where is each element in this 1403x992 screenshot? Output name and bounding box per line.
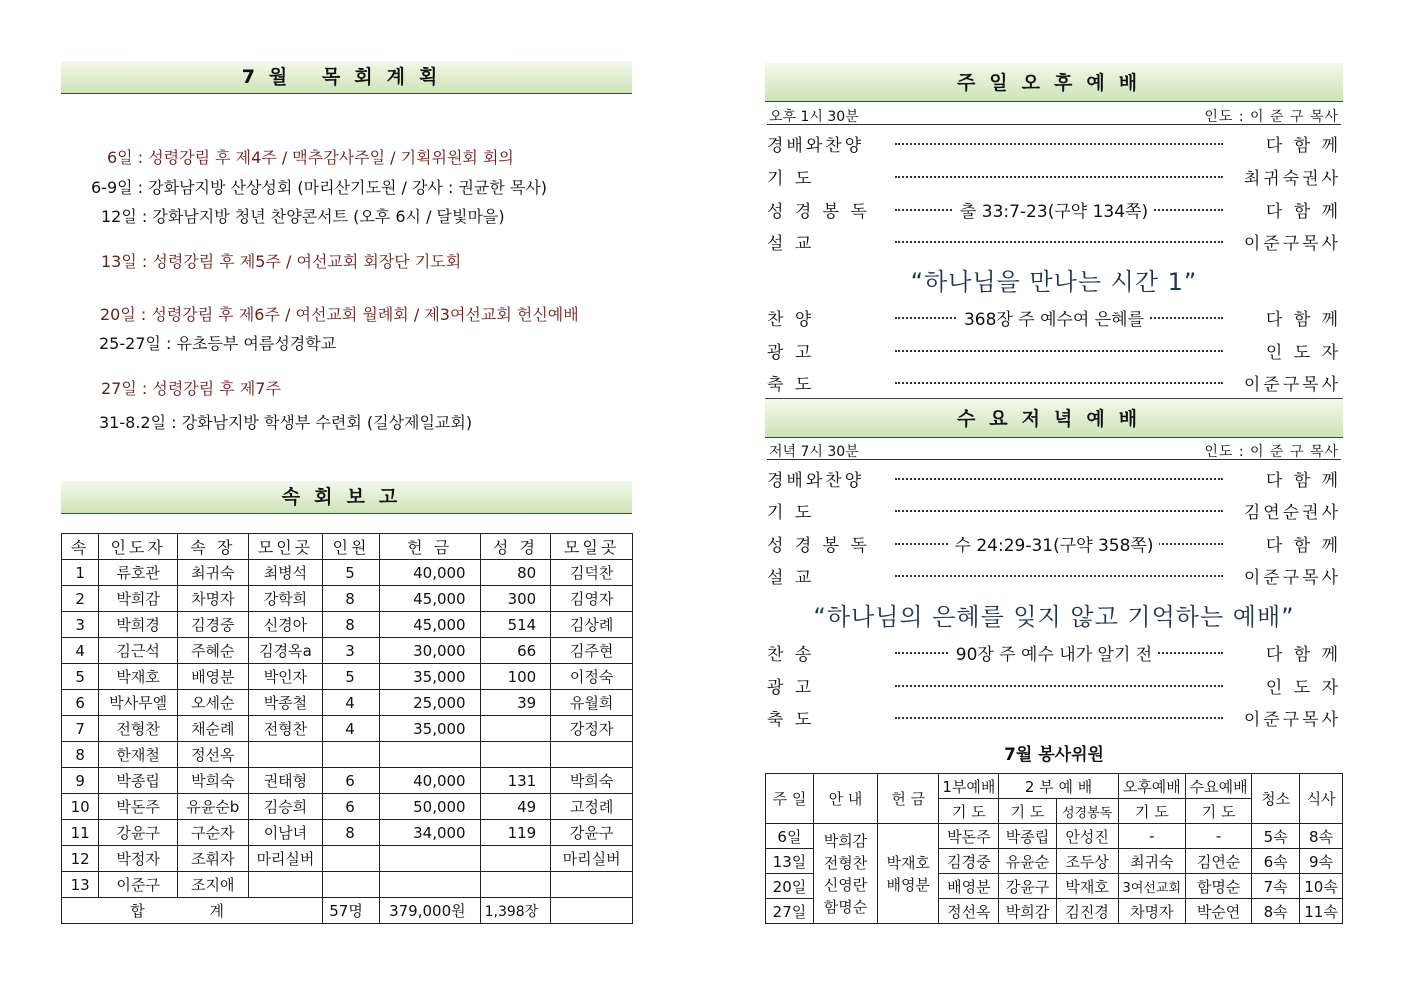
table-cell: 34,000 [379,820,480,846]
table-cell: 강학희 [248,586,323,612]
report-col-header: 모인곳 [248,534,323,560]
table-cell: 박종립 [999,824,1056,849]
table-cell: 2 [62,586,99,612]
order-detail [765,305,1343,330]
table-cell: 배영분 [178,664,249,690]
table-cell: 8 [323,612,379,638]
table-cell: 김연순 [1185,849,1251,874]
table-cell: 함명순 [1185,874,1251,899]
vol-guides [813,824,877,924]
order-row [765,640,1343,664]
vol-h-reading: 성경봉독 [1056,799,1118,824]
table-cell: 119 [480,820,551,846]
table-cell: 49 [480,794,551,820]
order-row [765,370,1343,394]
table-cell: 유윤순b [178,794,249,820]
order-label: 기 도 [767,498,814,523]
leader-dots [895,685,1223,687]
table-cell: 4 [323,716,379,742]
wednesday-leader: 인도 : 이 준 구 목사 [1204,444,1339,460]
report-total-row [62,898,633,924]
table-cell: 8속 [1300,824,1343,849]
table-cell: 권태형 [248,768,323,794]
table-cell: 6 [323,794,379,820]
table-cell: 박인자 [248,664,323,690]
table-row [62,690,633,716]
table-cell: 강윤구 [99,820,178,846]
table-cell: 3 [62,612,99,638]
leader-dots [895,478,1223,480]
table-cell: 최병석 [248,560,323,586]
vol-guide-name: 신영란 [823,875,868,894]
table-cell: 정선옥 [939,899,999,924]
leader-dots [895,176,1223,178]
report-col-header: 인도자 [99,534,178,560]
table-cell: 5속 [1252,824,1300,849]
table-cell: 4 [62,638,99,664]
order-label: 성 경 봉 독 [767,531,870,556]
table-cell: 김경중 [178,612,249,638]
table-cell: 신경아 [248,612,323,638]
order-detail-text: 수 24:29-31(구약 358쪽) [949,536,1160,556]
table-cell [248,742,323,768]
report-col-header: 속 [62,534,99,560]
leader-dots [895,350,1223,352]
table-cell: 김경중 [939,849,999,874]
sunday-header: 주일오후예배 [765,63,1343,102]
table-row [62,716,633,742]
table-cell: 8속 [1252,899,1300,924]
table-cell: 최귀숙 [178,560,249,586]
table-cell: 6 [323,768,379,794]
order-person: 인 도 자 [1262,673,1341,698]
vol-guide-name: 전형찬 [823,853,868,872]
sunday-theme: “하나님을 만나는 시간 1” [910,268,1198,296]
order-person: 다 함 께 [1262,131,1341,156]
order-person: 이준구목사 [1240,370,1341,395]
vol-h-prayer1: 기 도 [939,799,999,824]
volunteers-table [765,773,1343,924]
total-bible: 1,398장 [480,898,551,924]
table-cell: - [1185,824,1251,849]
vol-offering-name: 박재호 [886,853,930,872]
table-cell: 35,000 [379,664,480,690]
table-cell: 채순례 [178,716,249,742]
table-cell [323,872,379,898]
order-row [765,563,1343,587]
report-col-header: 헌 금 [379,534,480,560]
table-cell: 3 [323,638,379,664]
order-label: 축 도 [767,370,814,395]
table-cell: 박순연 [1185,899,1251,924]
table-cell: 6속 [1252,849,1300,874]
table-cell [248,872,323,898]
order-detail-text: 출 33:7-23(구약 134쪽) [954,202,1154,222]
table-cell: 박희숙 [551,768,633,794]
table-cell: - [1118,824,1185,849]
order-row [765,673,1343,697]
order-row [765,229,1343,253]
order-detail-text: 368장 주 예수여 은혜를 [958,310,1150,330]
table-cell: 45,000 [379,612,480,638]
table-cell: 30,000 [379,638,480,664]
table-cell: 조두상 [1056,849,1118,874]
table-cell [379,872,480,898]
table-cell: 안성진 [1056,824,1118,849]
table-cell: 50,000 [379,794,480,820]
table-cell: 40,000 [379,560,480,586]
table-cell: 8 [323,586,379,612]
wednesday-subline [767,441,1341,460]
order-detail [765,197,1343,222]
table-cell: 한재철 [99,742,178,768]
wednesday-header: 수요저녁예배 [765,398,1343,438]
table-cell: 조지애 [178,872,249,898]
table-cell: 5 [323,560,379,586]
table-row [62,768,633,794]
table-cell: 박희감 [999,899,1056,924]
table-cell [379,742,480,768]
table-cell: 박재호 [99,664,178,690]
order-detail-text: 90장 주 예수 내가 알기 전 [950,645,1158,665]
table-cell: 강정자 [551,716,633,742]
vol-date: 27일 [766,899,814,924]
plan-item: 6일 : 성령강림 후 제4주 / 맥추감사주일 / 기획위원회 회의 [107,148,514,167]
table-cell: 3여선교회 [1118,874,1185,899]
leader-dots [895,382,1223,384]
order-label: 설 교 [767,563,814,588]
leader-dots [895,717,1223,719]
table-cell: 김주현 [551,638,633,664]
order-row [765,531,1343,555]
table-cell: 13 [62,872,99,898]
order-person: 이준구목사 [1240,705,1341,730]
order-person: 최귀숙권사 [1240,164,1341,189]
table-cell: 40,000 [379,768,480,794]
report-col-header: 속 장 [178,534,249,560]
table-row [62,664,633,690]
table-cell: 131 [480,768,551,794]
table-cell: 박희감 [99,586,178,612]
table-row [62,560,633,586]
order-label: 경배와찬양 [767,131,864,156]
order-label: 광 고 [767,673,814,698]
table-cell: 고정례 [551,794,633,820]
report-col-header: 인원 [323,534,379,560]
table-cell: 유월희 [551,690,633,716]
table-cell: 류호관 [99,560,178,586]
table-cell: 박정자 [99,846,178,872]
table-row [62,872,633,898]
wednesday-time: 저녁 7시 30분 [769,444,859,460]
vol-guide-name: 박희감 [823,831,868,850]
leader-dots [895,510,1223,512]
total-amount: 379,000원 [379,898,480,924]
table-cell: 김경옥a [248,638,323,664]
sunday-subline [767,106,1341,125]
order-detail [765,531,1343,556]
table-cell: 7 [62,716,99,742]
order-row [765,705,1343,729]
order-label: 경배와찬양 [767,466,864,491]
vol-guide-name: 함명순 [823,897,868,916]
table-cell: 5 [62,664,99,690]
table-cell: 6 [62,690,99,716]
table-cell: 45,000 [379,586,480,612]
order-person: 다 함 께 [1262,197,1341,222]
order-label: 광 고 [767,338,814,363]
table-cell: 8 [62,742,99,768]
table-cell: 25,000 [379,690,480,716]
report-col-header: 모일곳 [551,534,633,560]
order-row [765,164,1343,188]
table-cell: 정선옥 [178,742,249,768]
report-col-header: 성 경 [480,534,551,560]
plan-item: 31-8.2일 : 강화남지방 학생부 수련회 (길상제일교회) [99,413,473,432]
table-cell [480,872,551,898]
plan-item: 13일 : 성령강림 후 제5주 / 여선교회 회장단 기도회 [101,252,462,271]
order-person: 다 함 께 [1262,640,1341,665]
report-header: 속회보고 [61,481,632,514]
table-row [62,742,633,768]
table-cell: 조휘자 [178,846,249,872]
order-row [765,197,1343,221]
table-cell [480,846,551,872]
vol-h-guide: 안 내 [813,774,877,824]
table-cell: 마리실버 [248,846,323,872]
table-cell: 514 [480,612,551,638]
table-cell: 80 [480,560,551,586]
vol-h-second: 2 부 예 배 [999,774,1118,799]
vol-h-offering: 헌 금 [878,774,939,824]
leader-dots [895,143,1223,145]
table-cell: 마리실버 [551,846,633,872]
table-cell: 김진경 [1056,899,1118,924]
vol-offering-name: 배영분 [886,875,930,894]
table-cell: 이준구 [99,872,178,898]
table-cell: 유윤순 [999,849,1056,874]
plan-header: 7월 목회계획 [61,61,632,94]
table-cell: 11 [62,820,99,846]
volunteers-title: 7월 봉사위원 [1004,745,1104,765]
vol-h-wed: 수요예배 [1185,774,1251,799]
table-cell: 박재호 [1056,874,1118,899]
table-cell: 차명자 [178,586,249,612]
table-cell: 박사무엘 [99,690,178,716]
report-header-row [62,534,633,560]
table-cell: 이정숙 [551,664,633,690]
plan-item: 12일 : 강화남지방 청년 찬양콘서트 (오후 6시 / 달빛마을) [101,207,505,226]
table-cell: 10 [62,794,99,820]
order-person: 다 함 께 [1262,531,1341,556]
vol-date: 20일 [766,874,814,899]
table-row [62,794,633,820]
table-cell [551,742,633,768]
order-label: 찬 송 [767,640,814,665]
vol-h-sunday: 주 일 [766,774,814,824]
vol-h-first: 1부예배 [939,774,999,799]
order-label: 축 도 [767,705,814,730]
table-cell [480,716,551,742]
table-cell: 주혜순 [178,638,249,664]
table-cell: 박희경 [99,612,178,638]
total-empty [551,898,633,924]
table-cell [480,742,551,768]
table-cell [379,846,480,872]
order-person: 김연순권사 [1240,498,1341,523]
sunday-leader: 인도 : 이 준 구 목사 [1204,109,1339,125]
order-person: 이준구목사 [1240,563,1341,588]
table-row [62,638,633,664]
table-row [62,820,633,846]
vol-h-prayer4: 기 도 [1185,799,1251,824]
order-person: 인 도 자 [1262,338,1341,363]
table-cell: 100 [480,664,551,690]
table-cell: 차명자 [1118,899,1185,924]
table-cell: 1 [62,560,99,586]
table-cell: 김덕찬 [551,560,633,586]
vol-h-afternoon: 오후예배 [1118,774,1185,799]
table-row [62,846,633,872]
table-row [62,612,633,638]
table-cell: 최귀숙 [1118,849,1185,874]
table-cell: 배영분 [939,874,999,899]
sunday-time: 오후 1시 30분 [769,109,859,125]
total-label: 합 계 [62,898,323,924]
table-cell: 강윤구 [999,874,1056,899]
table-cell: 김승희 [248,794,323,820]
order-person: 다 함 께 [1262,466,1341,491]
plan-item: 25-27일 : 유초등부 여름성경학교 [99,334,337,353]
table-cell: 35,000 [379,716,480,742]
vol-h-prayer2: 기 도 [999,799,1056,824]
order-row [765,131,1343,155]
table-cell [323,846,379,872]
table-cell: 김상례 [551,612,633,638]
table-cell: 박종철 [248,690,323,716]
table-cell: 박돈주 [99,794,178,820]
table-cell: 12 [62,846,99,872]
report-table [61,533,633,924]
order-detail [765,640,1343,665]
table-cell: 전형찬 [99,716,178,742]
plan-item: 6-9일 : 강화남지방 산상성회 (마리산기도원 / 강사 : 권균한 목사) [91,178,548,197]
vol-offering [878,824,939,924]
order-label: 설 교 [767,229,814,254]
table-cell: 오세순 [178,690,249,716]
table-cell: 300 [480,586,551,612]
table-row [62,586,633,612]
table-cell: 10속 [1300,874,1343,899]
leader-dots [895,241,1223,243]
leader-dots [895,575,1223,577]
order-row [765,466,1343,490]
table-row [766,824,1343,849]
table-cell: 5 [323,664,379,690]
table-cell: 이남녀 [248,820,323,846]
order-label: 기 도 [767,164,814,189]
vol-date: 6일 [766,824,814,849]
order-person: 이준구목사 [1240,229,1341,254]
wednesday-theme: “하나님의 은혜를 잊지 않고 기억하는 예배” [813,603,1295,631]
table-cell: 4 [323,690,379,716]
plan-item: 20일 : 성령강림 후 제6주 / 여선교회 월례회 / 제3여선교회 헌신예배 [100,305,579,324]
table-cell: 39 [480,690,551,716]
table-cell: 66 [480,638,551,664]
vol-h-clean: 청소 [1252,774,1300,824]
table-cell: 김영자 [551,586,633,612]
table-cell: 박희숙 [178,768,249,794]
order-row [765,305,1343,329]
table-cell [551,872,633,898]
total-people: 57명 [323,898,379,924]
table-cell: 7속 [1252,874,1300,899]
table-cell: 김근석 [99,638,178,664]
table-cell: 9 [62,768,99,794]
table-cell: 구순자 [178,820,249,846]
vol-h-meal: 식사 [1300,774,1343,824]
order-row [765,498,1343,522]
table-cell: 11속 [1300,899,1343,924]
order-label: 성 경 봉 독 [767,197,870,222]
plan-item: 27일 : 성령강림 후 제7주 [101,379,281,398]
order-row [765,338,1343,362]
order-person: 다 함 께 [1262,305,1341,330]
table-cell: 전형찬 [248,716,323,742]
vol-date: 13일 [766,849,814,874]
table-cell: 박종립 [99,768,178,794]
table-cell: 강윤구 [551,820,633,846]
table-cell: 9속 [1300,849,1343,874]
vol-h-prayer3: 기 도 [1118,799,1185,824]
table-cell: 박돈주 [939,824,999,849]
table-cell [323,742,379,768]
order-label: 찬 양 [767,305,814,330]
table-cell: 8 [323,820,379,846]
